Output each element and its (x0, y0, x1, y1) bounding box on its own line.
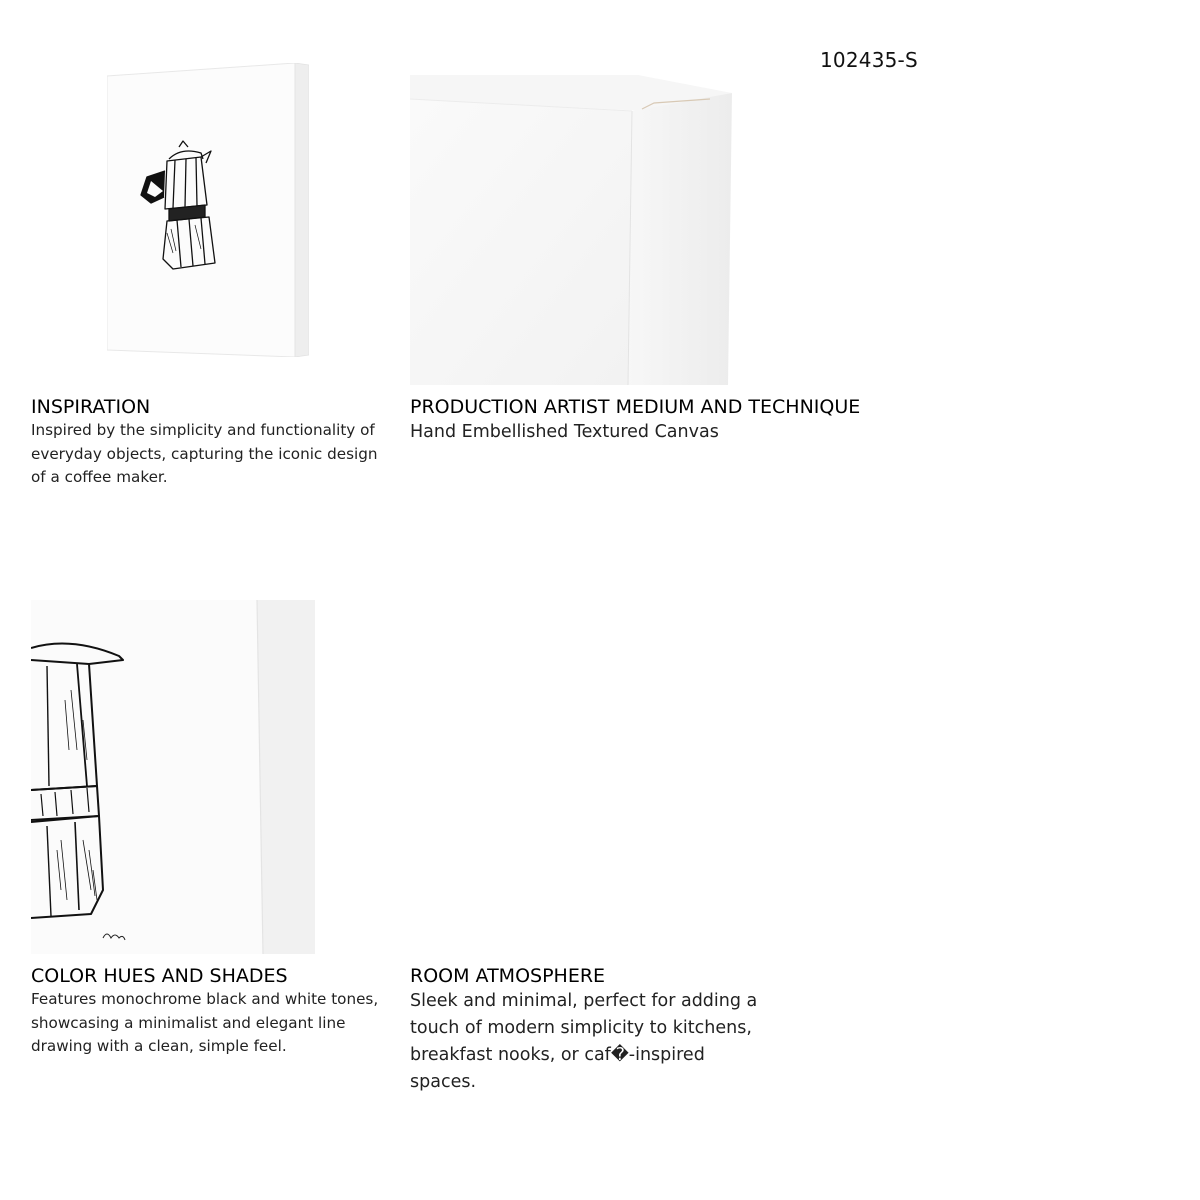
color-text: Features monochrome black and white tones, showcasing a minimalist and elegant line drawing with a clean, simple feel. (31, 990, 379, 1055)
canvas-corner-image (410, 75, 732, 385)
production-heading: PRODUCTION ARTIST MEDIUM AND TECHNIQUE (410, 396, 861, 418)
canvas-front-image (107, 63, 309, 357)
inspiration-heading: INSPIRATION (31, 396, 151, 418)
room-heading: ROOM ATMOSPHERE (410, 965, 606, 987)
color-heading: COLOR HUES AND SHADES (31, 965, 288, 987)
inspiration-text: Inspired by the simplicity and functionality of everyday objects, capturing the iconic design of a coffee maker. (31, 421, 378, 486)
production-section (410, 395, 970, 446)
inspiration-section (31, 395, 391, 490)
production-text: Hand Embellished Textured Canvas (410, 422, 719, 442)
color-section (31, 964, 391, 1059)
room-section (410, 964, 765, 1096)
room-text: Sleek and minimal, perfect for adding a touch of modern simplicity to kitchens, breakfast nooks, or caf�-inspired spaces. (410, 991, 758, 1092)
product-sku: 102435-S (820, 48, 918, 72)
canvas-detail-image (31, 600, 315, 954)
